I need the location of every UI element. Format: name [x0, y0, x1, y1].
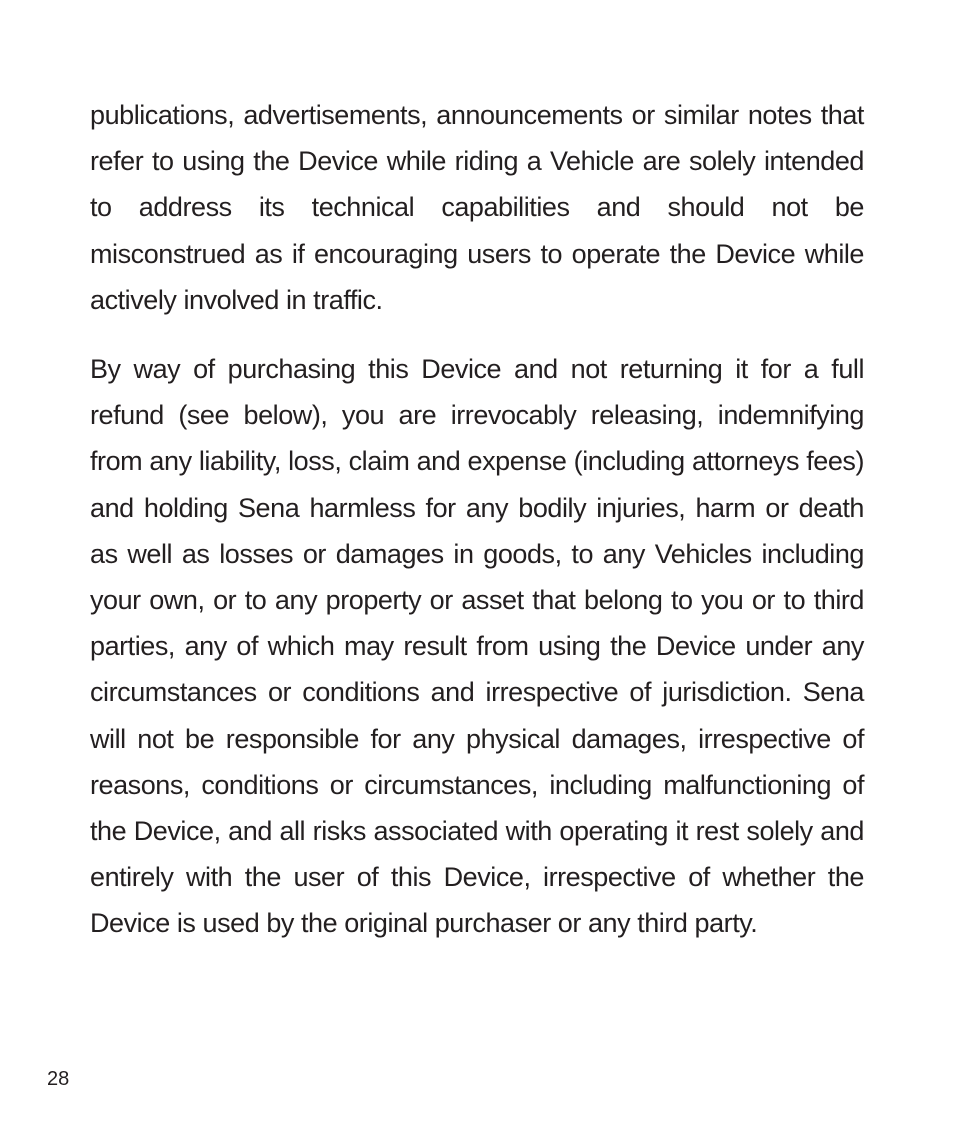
- page-number: 28: [47, 1068, 70, 1090]
- paragraph-liability-release: By way of purchasing this Device and not returning it for a full refund (see below), you are irrevocably releasing, indemnifying from any liability, loss, claim and expense (including attorneys fees) and holding Sena harmless for any bodily injuries, harm or death as well as losses or damages in goods, to any Vehicles including your own, or to any property or asset that belong to you or to third parties, any of which may result from using the Device under any circumstances or conditions and irrespective of jurisdiction. Sena will not be responsible for any physical damages, irrespective of reasons, conditions or circumstances, including malfunctioning of the Device, and all risks associated with operating it rest solely and entirely with the user of this Device, irrespective of whether the Device is used by the original purchaser or any third party.: [90, 354, 864, 939]
- paragraph-safety-notice: publications, advertisements, announcements or similar notes that refer to using the Device while riding a Vehicle are solely intended to address its technical capabilities and should not be misconstrued as if encouraging users to operate the Device while actively involved in traffic.: [90, 100, 864, 315]
- page-body: [90, 92, 864, 947]
